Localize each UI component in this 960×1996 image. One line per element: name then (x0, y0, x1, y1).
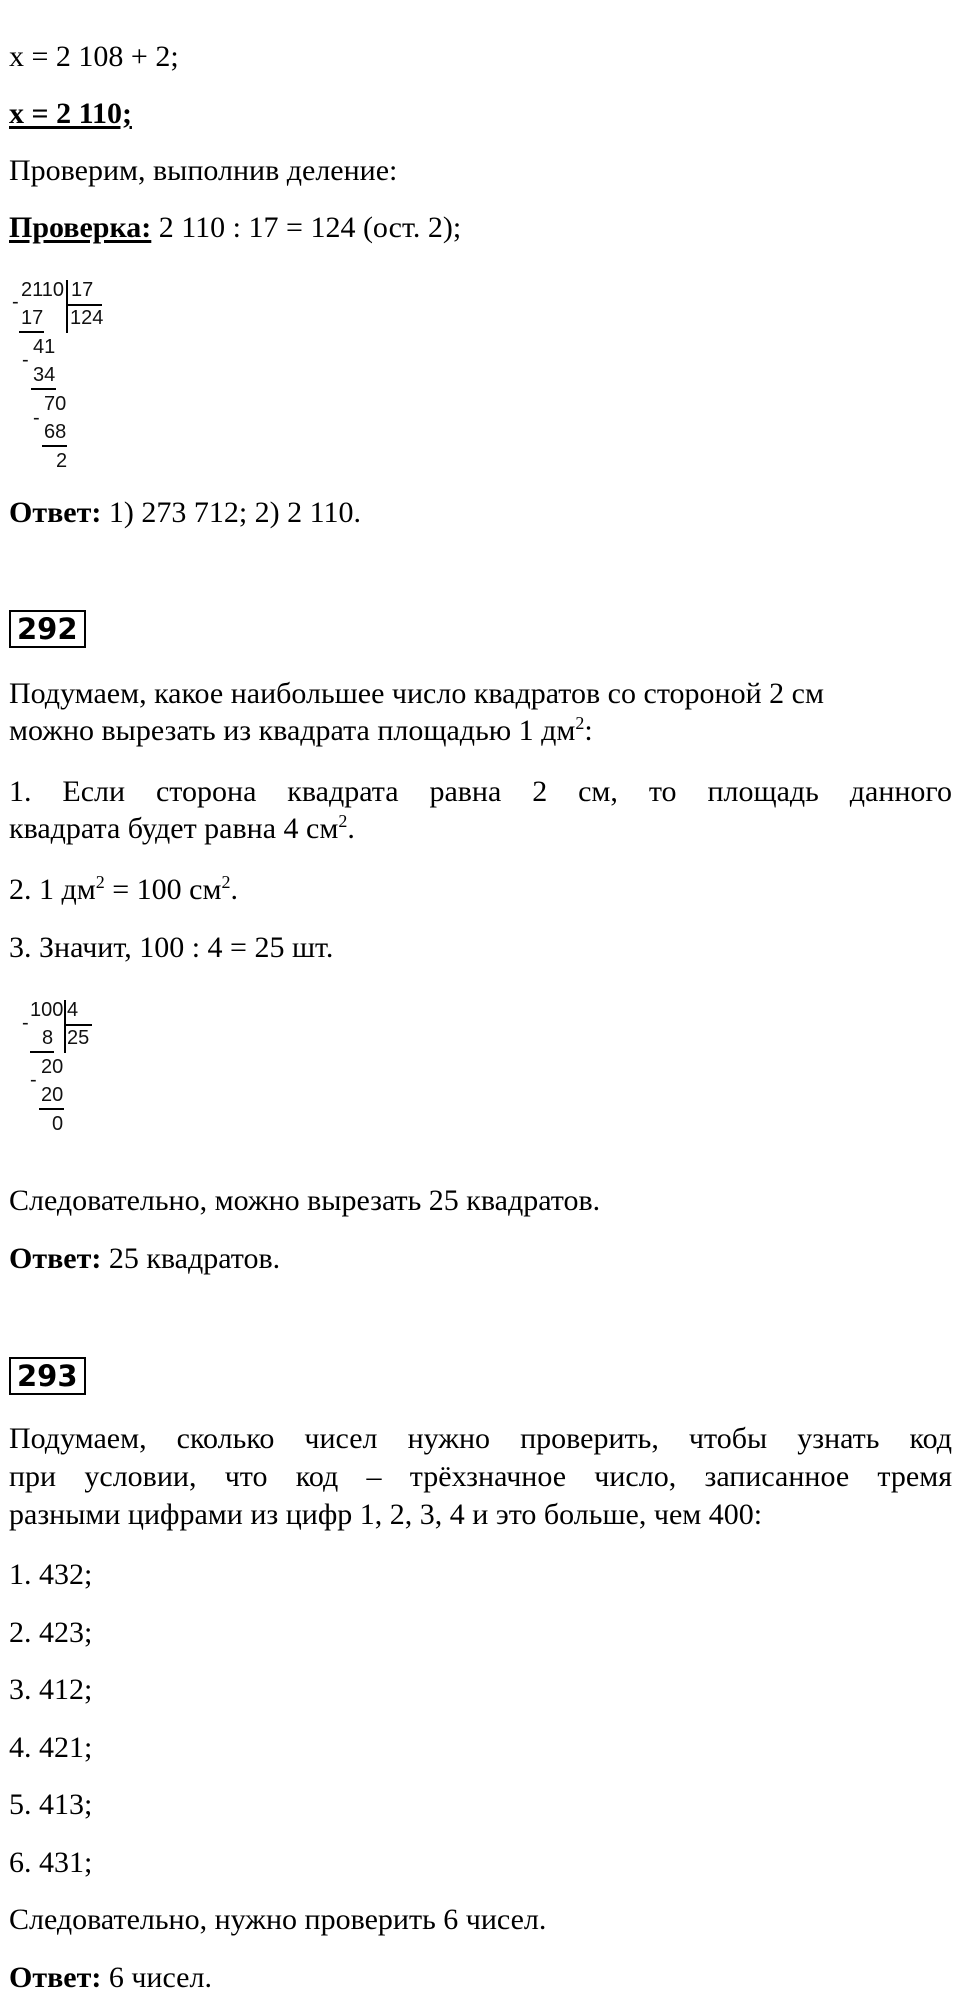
p292-conclusion: Следовательно, можно вырезать 25 квадратов. (9, 1184, 601, 1217)
equation-line: x = 2 108 + 2; (9, 40, 179, 73)
list-item: 6. 431; (9, 1846, 93, 1879)
answer-line-292: Ответ: 25 квадратов. (9, 1242, 281, 1275)
answer-label: Ответ: (9, 1961, 102, 1994)
check-intro: Проверим, выполнив деление: (9, 154, 398, 187)
p292-intro-line-1: Подумаем, какое наибольшее число квадратов со стороной 2 см (9, 677, 824, 710)
list-item: 4. 421; (9, 1731, 93, 1764)
list-item: 1. 432; (9, 1558, 93, 1591)
p292-intro-line-2: можно вырезать из квадрата площадью 1 $дм^2$: (9, 713, 593, 747)
problem-number-292: 292 (9, 610, 86, 648)
equation-result: x = 2 110; (9, 97, 132, 130)
answer-line-293: Ответ: 6 чисел. (9, 1961, 212, 1994)
list-item: 5. 413; (9, 1788, 93, 1821)
p292-step-2: 2. 1 $дм^2 = 100$ $см^2$. (9, 872, 238, 906)
p293-intro-line-3: разными цифрами из цифр 1, 2, 3, 4 и это больше, чем 400: (9, 1498, 763, 1531)
p293-intro-line-1: Подумаем, сколько чисел нужно проверить, чтобы узнать код (9, 1422, 952, 1455)
p292-step-3: 3. Значит, 100 : 4 = 25 шт. (9, 931, 334, 964)
list-item: 3. 412; (9, 1673, 93, 1706)
solution-page: x = 2 108 + 2; x = 2 110; Проверим, выполнив деление: Проверка: 2 110 : 17 = 124 (ост. 2); 2110 17 124 - 17 41 - 34 70 - 68 2 Ответ: 1) 273 712; 2) 2 110. 292 Подумаем, какое наибольшее число квадратов со стороной 2 см можно вырезать из квадрата площадью 1 $дм^2$: 1. Если сторона квадрата равна 2 см, то площадь данного квадрата будет равна 4 $см^2$. 2. 1 $дм^2 = 100$ $см^2$. 3. Значит, 100 : 4 = 25 шт. 100 4 25 - 8 20 - 20 0 Следовательно, можно вырезать 25 квадратов. Ответ: 25 квадратов. 293 Подумаем, сколько чисел нужно проверить, чтобы узнать код при условии, что код – трёхзначное число, записанное тремя разными цифрами из цифр 1, 2, 3, 4 и это больше, чем 400: 1. 432; 2. 423; 3. 412; 4. 421; 5. 413; 6. 431; Следовательно, нужно проверить 6 чисел. Ответ: 6 чисел. (9, 40, 952, 1994)
problem-number-293: 293 (9, 1357, 86, 1395)
p293-intro-line-2: при условии, что код – трёхзначное число, записанное тремя (9, 1460, 952, 1493)
answer-line-291: Ответ: 1) 273 712; 2) 2 110. (9, 496, 362, 529)
answer-label: Ответ: (9, 496, 102, 529)
p293-conclusion: Следовательно, нужно проверить 6 чисел. (9, 1903, 547, 1936)
check-line: Проверка: 2 110 : 17 = 124 (ост. 2); (9, 211, 462, 244)
list-item: 2. 423; (9, 1616, 93, 1649)
p292-step-1-line-1: 1. Если сторона квадрата равна 2 см, то площадь данного (9, 775, 952, 808)
answer-label: Ответ: (9, 1242, 102, 1275)
p292-step-1-line-2: квадрата будет равна 4 $см^2$. (9, 811, 355, 845)
check-label: Проверка: (9, 211, 152, 244)
